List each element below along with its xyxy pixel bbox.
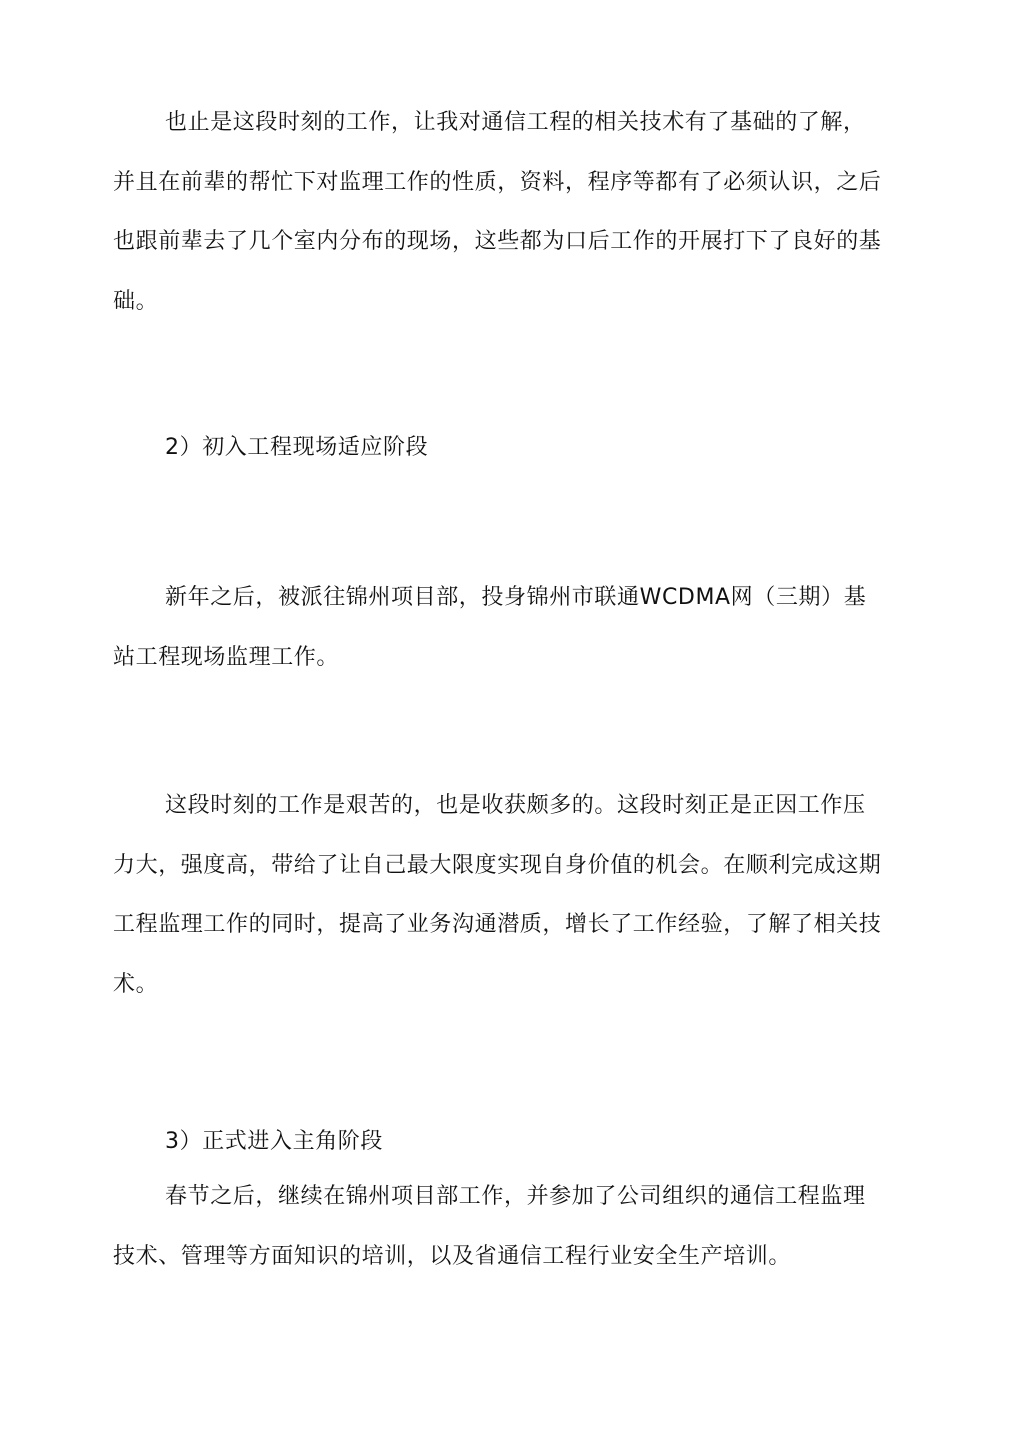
- section-heading-3: 3）正式进入主角阶段: [165, 1129, 383, 1154]
- section-heading-2: 2）初入工程现场适应阶段: [165, 435, 429, 460]
- paragraph-early-training: 也止是这段时刻的工作，让我对通信工程的相关技术有了基础的了解，并且在前辈的帮忙下对监理工作的性质，资料，程序等都有了必须认识，之后也跟前辈去了几个室内分布的现场，这些都为口后工作的开展打下了良好的基础。: [113, 110, 882, 314]
- paragraph-training: 春节之后，继续在锦州项目部工作，并参加了公司组织的通信工程监理技术、管理等方面知识的培训，以及省通信工程行业安全生产培训。: [113, 1184, 866, 1269]
- paragraph-jinzhou-project: 新年之后，被派往锦州项目部，投身锦州市联通WCDMA网（三期）基站工程现场监理工作。: [113, 585, 867, 670]
- paragraph-work-experience: 这段时刻的工作是艰苦的，也是收获颇多的。这段时刻正是正因工作压力大，强度高，带给了让自己最大限度实现自身价值的机会。在顺利完成这期工程监理工作的同时，提高了业务沟通潜质，增长了工作经验，了解了相关技术。: [113, 793, 882, 997]
